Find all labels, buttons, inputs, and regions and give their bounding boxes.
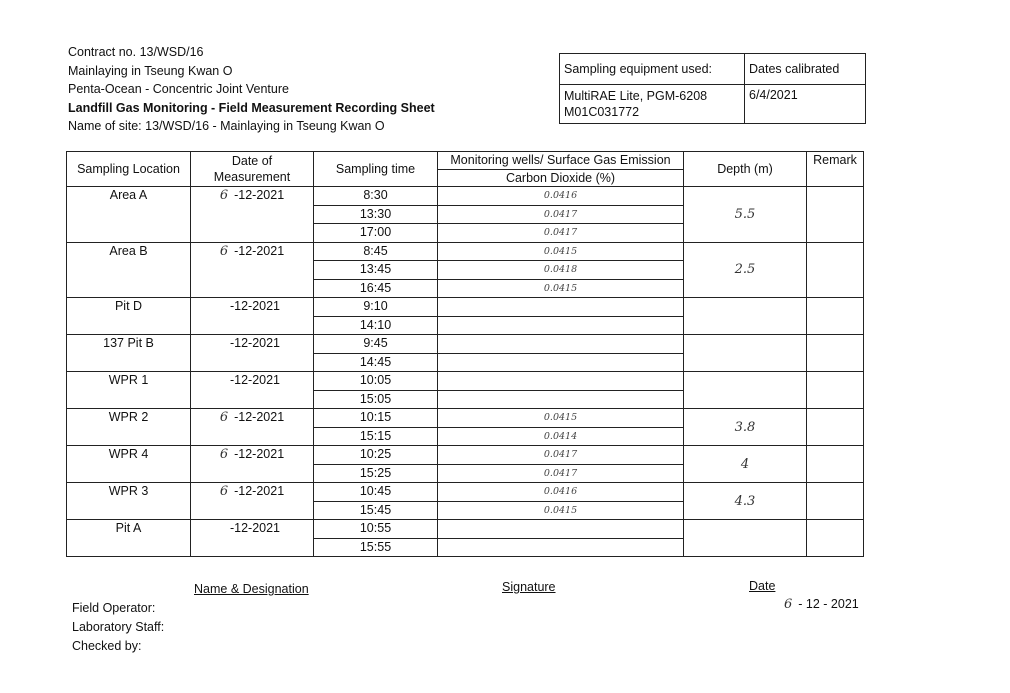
handwritten-day: 6 <box>219 243 229 259</box>
name-designation-label: Name & Designation <box>194 582 309 596</box>
sampling-time: 14:10 <box>314 316 438 335</box>
contractor-name: Penta-Ocean - Concentric Joint Venture <box>68 82 289 96</box>
co2-reading <box>438 316 684 335</box>
col-monitoring: Monitoring wells/ Surface Gas Emission <box>438 152 684 170</box>
col-date: Date of Measurement <box>191 152 314 187</box>
sampling-time: 8:45 <box>314 242 438 261</box>
co2-reading: 0.0416 <box>438 483 684 502</box>
table-row <box>67 483 864 502</box>
measurement-date <box>191 335 314 372</box>
co2-reading: 0.0417 <box>438 224 684 243</box>
equipment-serial: M01C031772 <box>564 105 640 119</box>
remark-cell <box>807 409 864 446</box>
measurement-date <box>191 483 314 520</box>
co2-reading: 0.0417 <box>438 205 684 224</box>
measurement-date <box>191 409 314 446</box>
table-row <box>67 372 864 391</box>
co2-reading: 0.0417 <box>438 446 684 465</box>
document-header <box>68 43 435 136</box>
handwritten-day: 6 <box>219 410 229 425</box>
date-suffix: -12-2021 <box>234 484 285 498</box>
sampling-time: 10:15 <box>314 409 438 428</box>
remark-cell <box>807 187 864 243</box>
sampling-time: 8:30 <box>314 187 438 206</box>
date-suffix: -12-2021 <box>234 188 285 202</box>
date-suffix: -12-2021 <box>234 410 285 424</box>
sampling-location: Pit D <box>67 298 191 335</box>
date-suffix: -12-2021 <box>234 447 285 461</box>
col-time: Sampling time <box>314 152 438 187</box>
table-row <box>67 298 864 317</box>
sampling-time: 10:55 <box>314 520 438 539</box>
date-suffix: -12-2021 <box>229 336 281 350</box>
handwritten-day: 6 <box>219 447 229 462</box>
date-suffix: -12-2021 <box>229 521 281 535</box>
remark-cell <box>807 372 864 409</box>
sampling-time: 15:55 <box>314 538 438 557</box>
remark-cell <box>807 242 864 298</box>
equipment-table <box>559 53 866 124</box>
co2-reading <box>438 335 684 354</box>
remark-cell <box>807 446 864 483</box>
sampling-time: 15:05 <box>314 390 438 409</box>
sampling-time: 15:25 <box>314 464 438 483</box>
contract-number: Contract no. 13/WSD/16 <box>68 45 204 59</box>
depth-value <box>684 298 807 335</box>
measurement-table <box>66 151 864 557</box>
lab-staff-label: Laboratory Staff: <box>72 620 165 634</box>
date-label: Date <box>749 579 776 593</box>
depth-value <box>684 335 807 372</box>
co2-reading <box>438 538 684 557</box>
sampling-location: Area B <box>67 242 191 298</box>
table-row <box>67 520 864 539</box>
sampling-time: 9:10 <box>314 298 438 317</box>
handwritten-day: 6 <box>219 484 229 499</box>
sampling-time: 13:45 <box>314 261 438 280</box>
sampling-location: Area A <box>67 187 191 243</box>
co2-reading <box>438 390 684 409</box>
sampling-time: 15:45 <box>314 501 438 520</box>
sampling-time: 15:15 <box>314 427 438 446</box>
sampling-time: 10:45 <box>314 483 438 502</box>
depth-value: 4 <box>684 446 807 483</box>
col-location: Sampling Location <box>67 152 191 187</box>
depth-value <box>684 372 807 409</box>
calibrated-date: 6/4/2021 <box>745 85 866 124</box>
project-name: Mainlaying in Tseung Kwan O <box>68 63 233 78</box>
co2-reading: 0.0417 <box>438 464 684 483</box>
measurement-date <box>191 520 314 557</box>
sampling-time: 10:25 <box>314 446 438 465</box>
table-row <box>67 187 864 206</box>
date-suffix: -12-2021 <box>229 373 281 387</box>
checked-by-label: Checked by: <box>72 639 142 653</box>
co2-reading: 0.0418 <box>438 261 684 280</box>
col-remark: Remark <box>807 152 864 187</box>
co2-reading: 0.0414 <box>438 427 684 446</box>
field-operator-label: Field Operator: <box>72 601 156 615</box>
measurement-date <box>191 446 314 483</box>
co2-reading <box>438 520 684 539</box>
sheet-title: Landfill Gas Monitoring - Field Measurement Recording Sheet <box>68 100 435 115</box>
table-row <box>67 446 864 465</box>
handwritten-day: 6 <box>219 188 229 203</box>
sampling-time: 16:45 <box>314 279 438 298</box>
footer-date <box>784 597 859 612</box>
sampling-time: 9:45 <box>314 335 438 354</box>
sampling-time: 14:45 <box>314 353 438 372</box>
measurement-rows <box>67 187 864 557</box>
co2-reading: 0.0415 <box>438 242 684 261</box>
depth-value: 3.8 <box>684 409 807 446</box>
co2-reading <box>438 372 684 391</box>
sampling-location: WPR 1 <box>67 372 191 409</box>
sampling-location: 137 Pit B <box>67 335 191 372</box>
sampling-time: 10:05 <box>314 372 438 391</box>
measurement-date <box>191 298 314 335</box>
calibrated-label: Dates calibrated <box>745 54 866 85</box>
measurement-date <box>191 242 314 298</box>
depth-value: 2.5 <box>684 242 807 298</box>
co2-reading: 0.0416 <box>438 187 684 206</box>
sampling-location: WPR 3 <box>67 483 191 520</box>
equipment-label: Sampling equipment used: <box>560 54 745 85</box>
col-depth: Depth (m) <box>684 152 807 187</box>
site-name: Name of site: 13/WSD/16 - Mainlaying in Tseung Kwan O <box>68 119 385 133</box>
date-suffix: -12-2021 <box>234 243 285 258</box>
remark-cell <box>807 335 864 372</box>
co2-reading <box>438 298 684 317</box>
table-row <box>67 409 864 428</box>
sampling-location: Pit A <box>67 520 191 557</box>
measurement-date <box>191 372 314 409</box>
remark-cell <box>807 298 864 335</box>
remark-cell <box>807 483 864 520</box>
co2-reading <box>438 353 684 372</box>
footer-date-value: - 12 - 2021 <box>798 597 859 611</box>
co2-reading: 0.0415 <box>438 409 684 428</box>
table-row <box>67 335 864 354</box>
co2-reading: 0.0415 <box>438 501 684 520</box>
equipment-value <box>560 85 745 124</box>
sampling-time: 17:00 <box>314 224 438 243</box>
equipment-model: MultiRAE Lite, PGM-6208 <box>564 89 708 103</box>
sampling-location: WPR 2 <box>67 409 191 446</box>
table-row <box>67 242 864 261</box>
depth-value: 4.3 <box>684 483 807 520</box>
col-co2: Carbon Dioxide (%) <box>438 169 684 187</box>
sampling-time: 13:30 <box>314 205 438 224</box>
measurement-date <box>191 187 314 243</box>
date-suffix: -12-2021 <box>229 299 281 313</box>
sampling-location: WPR 4 <box>67 446 191 483</box>
depth-value <box>684 520 807 557</box>
footer-date-day: 6 <box>784 597 793 612</box>
remark-cell <box>807 520 864 557</box>
signature-label: Signature <box>502 580 556 594</box>
depth-value: 5.5 <box>684 187 807 243</box>
co2-reading: 0.0415 <box>438 279 684 298</box>
